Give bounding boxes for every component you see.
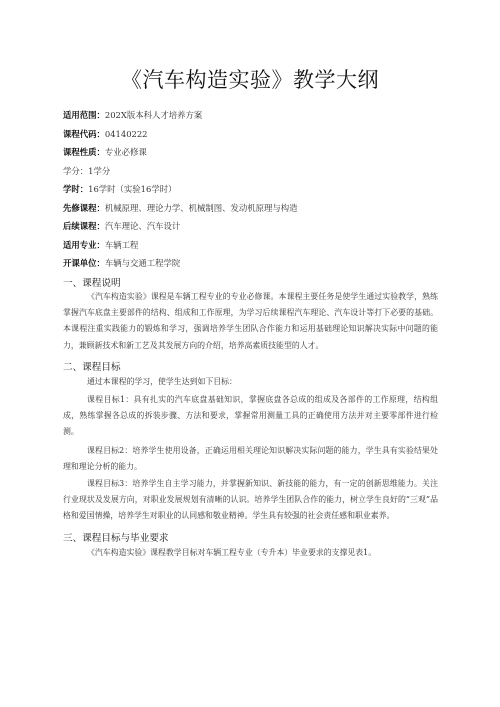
meta-value: 202X版本科人才培养方案 [104, 110, 203, 120]
meta-value: 车辆与交通工程学院 [104, 258, 181, 268]
meta-prerequisites [63, 199, 463, 218]
meta-key: 适用专业： [63, 239, 105, 250]
meta-department [63, 254, 463, 273]
meta-major [63, 236, 463, 255]
meta-value: 学分：1学分 [63, 165, 111, 176]
section-2-intro: 通过本课程的学习，使学生达到如下目标： [87, 377, 237, 386]
meta-credits [63, 162, 463, 181]
meta-key: 开课单位： [63, 258, 105, 268]
meta-value: 16学时（实验16学时） [88, 184, 177, 194]
meta-followup [63, 217, 463, 236]
section-2-goal-3: 课程目标3：培养学生自主学习能力，并掌握新知识、新技能的能力，有一定的创新思维能力。关注行业现状及发展方向，对职业发展规划有清晰的认识。培养学生团队合作的能力，树立学生良好的“三观”品格和爱国情操，培养学生对职业的认同感和敬业精神。学生具有较强的社会责任感和职业素养。 [63, 479, 438, 521]
section-1-paragraph: 《汽车构造实验》课程是车辆工程专业的专业必修课。本课程主要任务是使学生通过实验教学，熟练掌握汽车底盘主要部件的结构、组成和工作原理，为学习后续课程汽车理论、汽车设计等打下必要的基础。本课程注重实践能力的锻炼和学习，强调培养学生团队合作能力和运用基础理论知识解决实际中问题的能力，兼顾新技术和新工艺及其发展方向的介绍，培养高素质技能型的人才。 [63, 292, 438, 350]
meta-scope [63, 106, 463, 125]
meta-key: 学时： [63, 184, 89, 194]
course-meta [63, 106, 463, 273]
meta-key: 课程代码： [63, 128, 105, 139]
section-2-goal-1: 课程目标1：具有扎实的汽车底盘基础知识，掌握底盘各总成的组成及各部件的工作原理，结构组成，熟练掌握各总成的拆装步骤、方法和要求，掌握常用测量工具的正确使用方法并对主要零部件进行检测。 [63, 395, 438, 437]
meta-key: 先修课程： [63, 202, 105, 213]
section-heading-1: 一、课程说明 [63, 278, 121, 289]
section-2-goal-2: 课程目标2：培养学生使用设备，正确运用相关理论知识解决实际问题的能力，学生具有实验结果处理和理论分析的能力。 [63, 446, 438, 472]
document-title: 《汽车构造实验》教学大纲 [121, 68, 379, 92]
meta-code [63, 125, 463, 144]
meta-value: 专业必修课 [104, 147, 147, 157]
meta-value: 04140222 [104, 128, 148, 139]
meta-hours [63, 180, 463, 199]
meta-value: 汽车理论、汽车设计 [104, 221, 181, 231]
meta-key: 后续课程： [63, 221, 105, 231]
meta-key: 课程性质： [63, 147, 105, 157]
meta-nature [63, 143, 463, 162]
meta-key: 适用范围： [63, 110, 105, 120]
meta-value: 车辆工程 [104, 239, 139, 250]
section-heading-3: 三、课程目标与毕业要求 [63, 533, 169, 544]
section-3-paragraph: 《汽车构造实验》课程教学目标对车辆工程专业（专升本）毕业要求的支撑见表1。 [87, 548, 377, 557]
meta-value: 机械原理、理论力学、机械制图、发动机原理与构造 [104, 202, 298, 213]
section-heading-2: 二、课程目标 [63, 362, 121, 373]
